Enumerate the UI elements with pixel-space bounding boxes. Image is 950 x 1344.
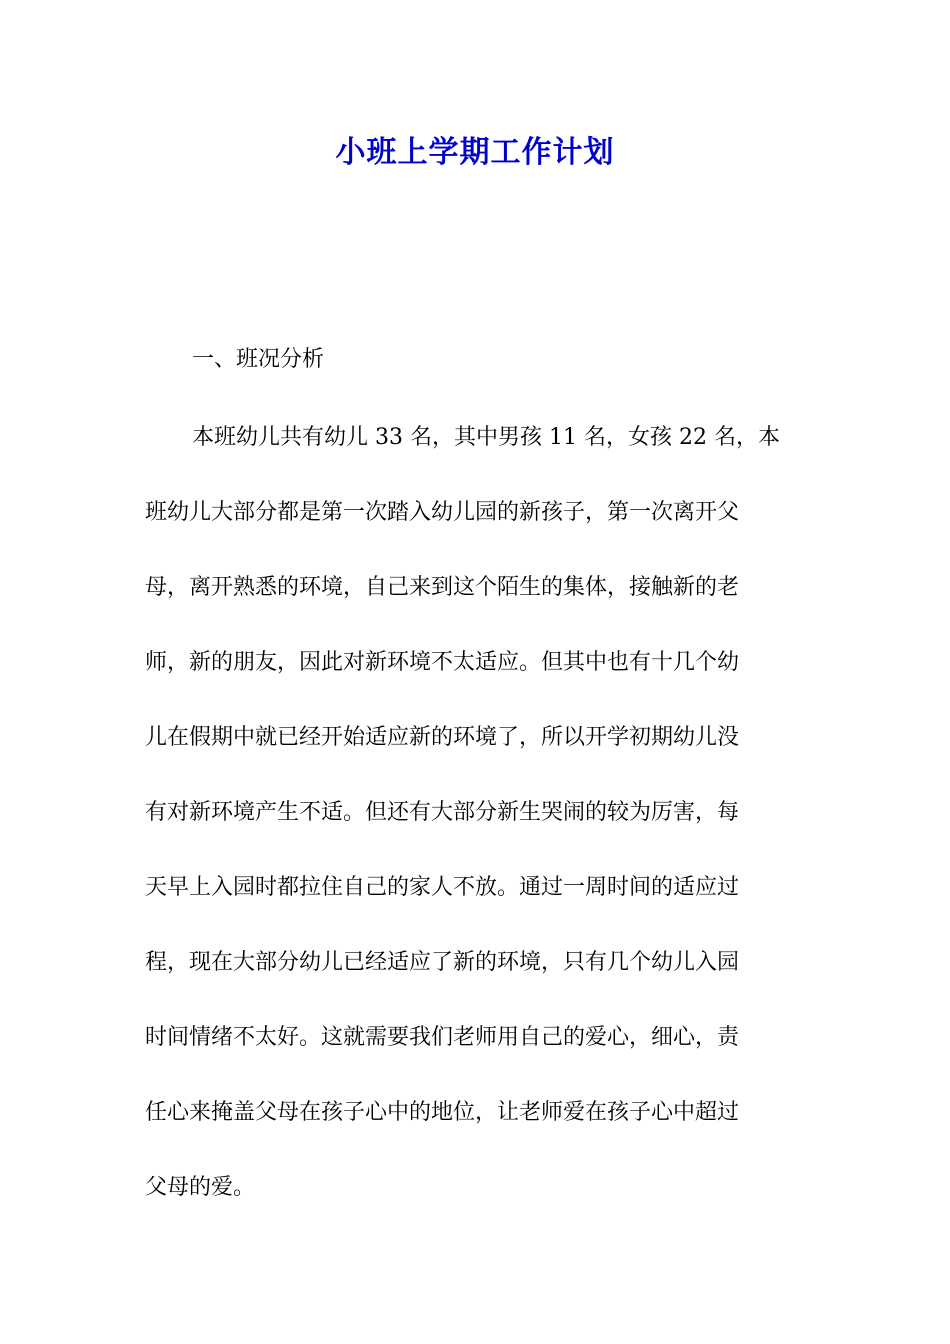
paragraph-line: 师，新的朋友，因此对新环境不太适应。但其中也有十几个幼 — [145, 650, 740, 675]
paragraph-line: 父母的爱。 — [145, 1175, 256, 1200]
paragraph-line: 天早上入园时都拉住自己的家人不放。通过一周时间的适应过 — [145, 875, 740, 900]
paragraph-line: 班幼儿大部分都是第一次踏入幼儿园的新孩子，第一次离开父 — [145, 500, 740, 525]
paragraph — [145, 418, 815, 1243]
paragraph-line: 儿在假期中就已经开始适应新的环境了，所以开学初期幼儿没 — [145, 725, 740, 750]
paragraph-line: 本班幼儿共有幼儿 33 名，其中男孩 11 名，女孩 22 名，本 — [192, 425, 780, 450]
paragraph-line: 时间情绪不太好。这就需要我们老师用自己的爱心，细心，责 — [145, 1025, 740, 1050]
paragraph-line: 有对新环境产生不适。但还有大部分新生哭闹的较为厉害，每 — [145, 800, 740, 825]
document-title: 小班上学期工作计划 — [335, 135, 615, 170]
section-heading: 一、班况分析 — [192, 347, 325, 372]
paragraph-line: 程，现在大部分幼儿已经适应了新的环境，只有几个幼儿入园 — [145, 950, 740, 975]
paragraph-line: 任心来掩盖父母在孩子心中的地位，让老师爱在孩子心中超过 — [145, 1100, 740, 1125]
paragraph-line: 母，离开熟悉的环境，自己来到这个陌生的集体，接触新的老 — [145, 575, 740, 600]
